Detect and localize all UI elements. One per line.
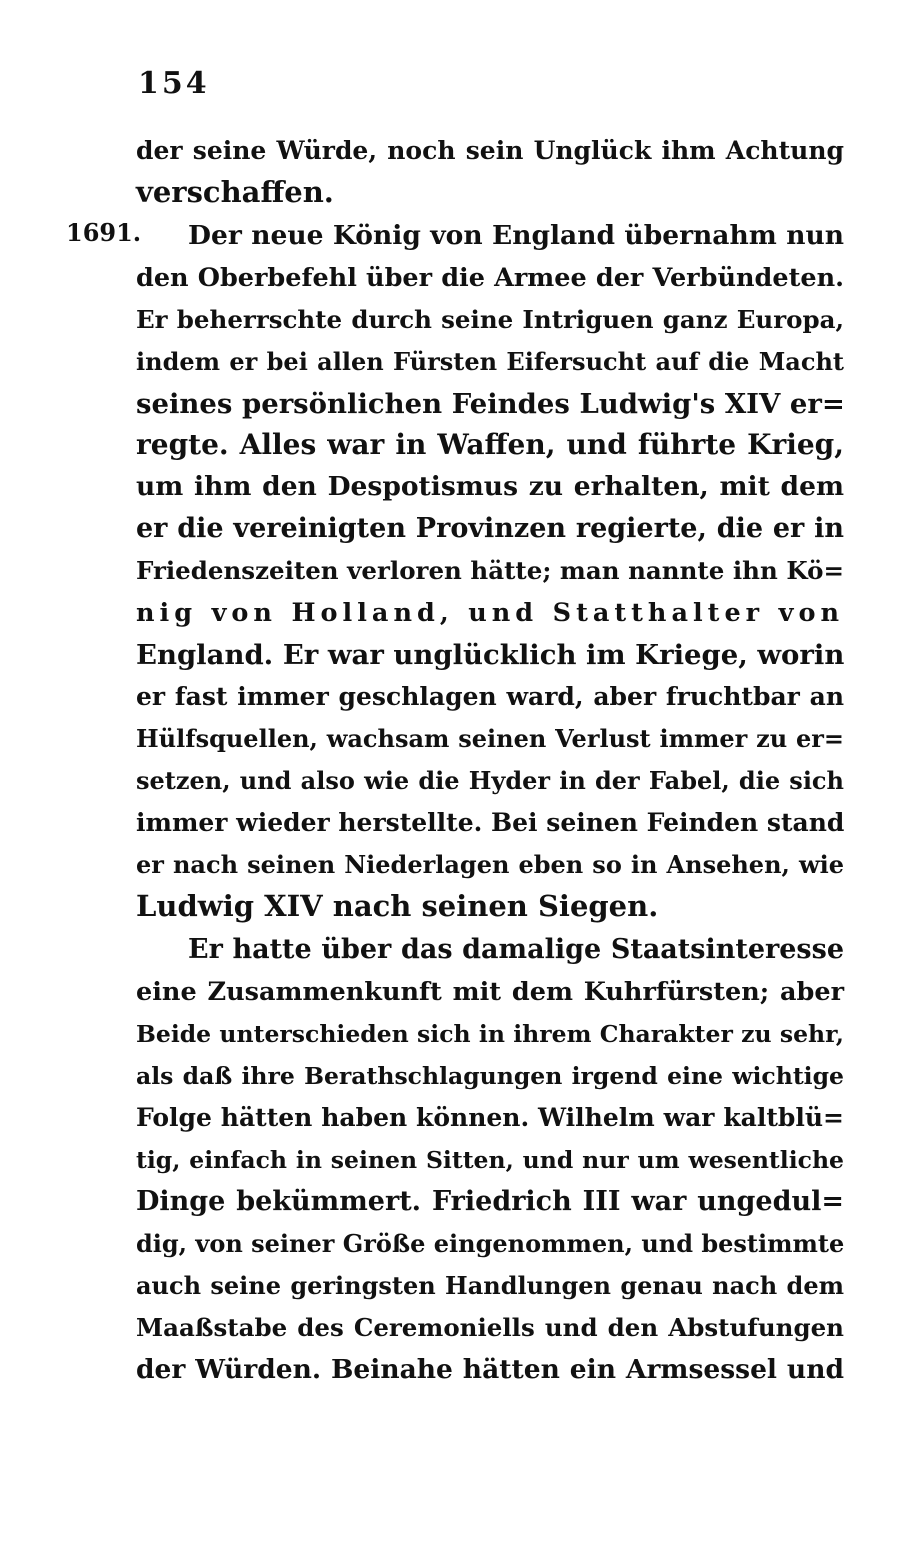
text-line: er die vereinigten Provinzen regierte, die er in — [136, 513, 844, 544]
text-line: Ludwig XIV nach seinen Siegen. — [136, 889, 659, 923]
text-line: seines persönlichen Feindes Ludwig's XIV er= — [136, 388, 845, 420]
text-line: England. Er war unglücklich im Kriege, worin — [136, 639, 845, 671]
text-line: den Oberbefehl über die Armee der Verbündeten. — [136, 263, 844, 293]
text-line: er fast immer geschlagen ward, aber fruchtbar an — [136, 682, 844, 711]
text-line: der seine Würde, noch sein Unglück ihm Achtung — [136, 136, 844, 165]
text-line: regte. Alles war in Waffen, und führte Krieg, — [136, 428, 844, 461]
margin-year-note: 1691. — [66, 218, 142, 247]
text-line: Beide unterschieden sich in ihrem Charakter zu sehr, — [136, 1020, 844, 1048]
text-line: als daß ihre Berathschlagungen irgend eine wichtige — [136, 1062, 844, 1090]
text-line: tig, einfach in seinen Sitten, und nur um wesentliche — [136, 1146, 844, 1174]
text-line: immer wieder herstellte. Bei seinen Feinden stand — [136, 808, 845, 837]
text-line: Er hatte über das damalige Staatsinteresse — [188, 934, 844, 965]
text-line: der Würden. Beinahe hätten ein Armsessel und — [136, 1354, 844, 1385]
text-line: dig, von seiner Größe eingenommen, und bestimmte — [136, 1229, 845, 1258]
text-line: Friedenszeiten verloren hätte; man nannte ihn Kö= — [136, 556, 844, 585]
text-line: er nach seinen Niederlagen eben so in Ansehen, wie — [136, 850, 844, 879]
text-line: Der neue König von England übernahm nun — [188, 220, 844, 251]
text-line: auch seine geringsten Handlungen genau nach dem — [136, 1271, 844, 1300]
text-line: eine Zusammenkunft mit dem Kuhrfürsten; aber — [136, 977, 844, 1007]
text-line: verschaffen. — [136, 175, 334, 209]
text-line: indem er bei allen Fürsten Eifersucht auf die Macht — [136, 347, 844, 376]
text-line: nig von Holland, und Statthalter von — [136, 598, 844, 628]
page-number: 154 — [138, 66, 210, 101]
text-line: Hülfsquellen, wachsam seinen Verlust immer zu er= — [136, 724, 844, 753]
text-line: Er beherrschte durch seine Intriguen ganz Europa, — [136, 305, 844, 334]
text-line: Dinge bekümmert. Friedrich III war ungedul= — [136, 1186, 844, 1217]
text-line: Folge hätten haben können. Wilhelm war kaltblü= — [136, 1103, 844, 1132]
text-line: setzen, und also wie die Hyder in der Fabel, die sich — [136, 766, 844, 795]
text-line: um ihm den Despotismus zu erhalten, mit dem — [136, 471, 844, 502]
text-line: Maaßstabe des Ceremoniells und den Abstufungen — [136, 1313, 844, 1342]
